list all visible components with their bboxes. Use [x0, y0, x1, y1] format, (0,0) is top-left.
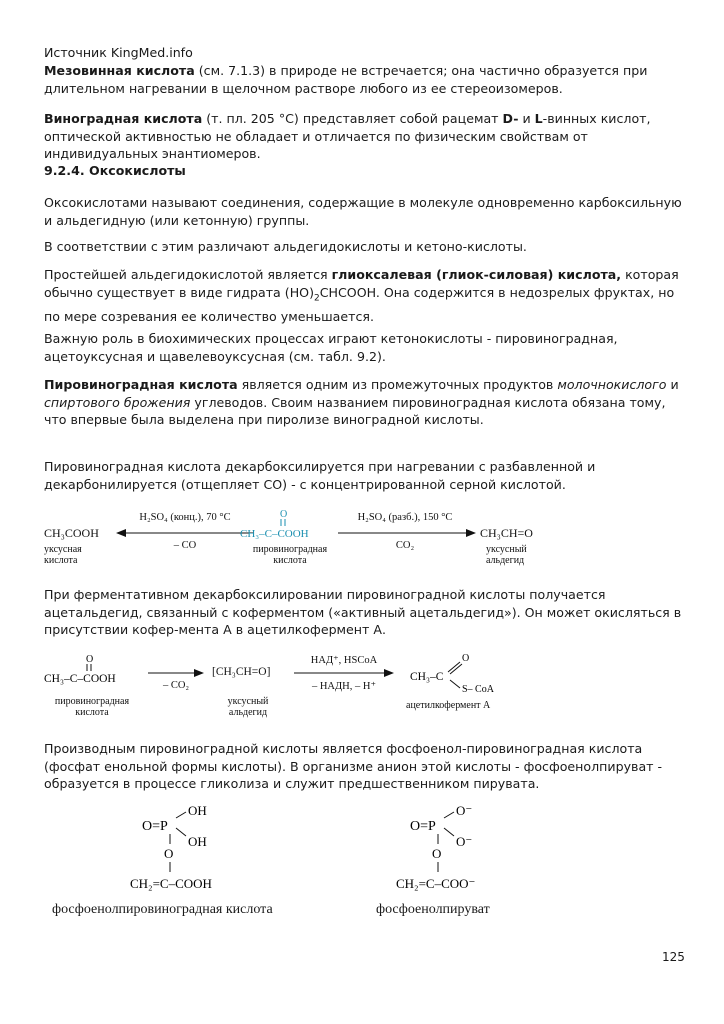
paragraph-decarboxylation: Пировиноградная кислота декарбоксилируется при нагревании с разбавленной и декарбонилируется (отщепляет CO) - с концентрированной серной кислотой.	[44, 459, 596, 492]
svg-text:OH: OH	[188, 834, 207, 849]
arrow-right-top-label: H₂SO₄ (разб.), 150 °C	[357, 512, 453, 523]
paragraph-racemic: Виноградная кислота (т. пл. 205 °С) представляет собой рацемат D- и L-винных кислот, оптической активностью не обладает и отличается по физическим свойствам от индивидуальных энантиомеров.	[44, 111, 651, 161]
svg-text:CH₂=C–COOH: CH₂=C–COOH	[130, 876, 212, 891]
arrow-right-bottom-label: CO₂	[395, 540, 415, 551]
paragraph-pep: Производным пировиноградной кислоты является фосфоенол-пировиноградная кислота (фосфат енольной формы кислоты). В организме анион этой кислоты - фосфоенолпируват - образуется в процессе гликолиза и служит предшественником пирувата.	[44, 741, 663, 791]
reaction-scheme-enzymatic	[40, 650, 640, 726]
paragraph-glyoxylic: Простейшей альдегидокислотой является глиоксалевая (глиок-силовая) кислота, которая обычно существует в виде гидрата $(HO)_2CHCOOH$. Она содержится в недозрелых фруктах, но по мере созревания ее количество уменьшается.	[44, 267, 679, 324]
svg-text:CH₃–C: CH₃–C	[410, 671, 444, 683]
arrow-left-top-label: H₂SO₄ (конц.), 70 °C	[139, 512, 231, 523]
svg-text:CH₂=C–COO⁻: CH₂=C–COO⁻	[396, 876, 476, 891]
acetyl-coa-caption: ацетилкофермент А	[406, 700, 491, 711]
paragraph-enzymatic: При ферментативном декарбоксилировании пировиноградной кислоты получается ацетальдегид, связанный с коферментом («активный ацетальдегид»). Он может окисляться в присутствии кофер-мента А в ацетилкофермент А.	[44, 587, 682, 637]
reaction-scheme-decarboxylation	[40, 506, 600, 572]
svg-text:O: O	[86, 654, 94, 665]
pep-anion-structure	[370, 800, 550, 900]
acetaldehyde-caption: уксусный альдегид	[486, 544, 527, 566]
arrow2-top-label: НАД⁺, HSCoA	[310, 655, 378, 666]
paragraph-definition: Оксокислотами называют соединения, содержащие в молекуле одновременно карбоксильную и альдегидную (или кетонную) группы.	[44, 195, 682, 228]
arrow2-bottom-label: – НАДН, – H⁺	[311, 681, 377, 692]
svg-text:OH: OH	[188, 803, 207, 818]
page-number: 125	[662, 950, 685, 964]
acetaldehyde-caption-2: уксусный альдегид	[227, 696, 269, 718]
arrow1-bottom-label: – CO₂	[162, 680, 190, 691]
paragraph-pyruvic: Пировиноградная кислота является одним из промежуточных продуктов молочнокислого и спиртового брожения углеводов. Своим названием пировиноградная кислота обязана тому, что впервые была выделена при пиролизе виноградной кислоты.	[44, 377, 679, 427]
svg-text:O⁻: O⁻	[456, 834, 473, 849]
acetic-acid-formula: CH₃COOH	[44, 526, 99, 540]
reaction-arrow-right	[336, 528, 476, 538]
reaction-arrow-2	[294, 668, 394, 678]
pep-anion-caption: фосфоенолпируват	[376, 902, 490, 917]
acetyl-coa-formula	[406, 650, 526, 694]
pyruvic-acid-caption: пировиноградная кислота	[252, 544, 328, 566]
source-label: Источник KingMed.info	[44, 45, 193, 60]
paragraph-ketoacids: Важную роль в биохимических процессах играют кетонокислоты - пировиноградная, ацетоуксусная и щавелевоуксусная (см. табл. 9.2).	[44, 331, 618, 364]
reaction-arrow-left	[116, 528, 256, 538]
acetaldehyde-bracket-formula: [CH₃CH=O]	[212, 666, 271, 678]
pep-acid-structure	[50, 800, 350, 900]
pep-acid-caption: фосфоенолпировиноградная кислота	[52, 902, 273, 917]
pyruvic-acid-formula	[238, 506, 348, 542]
svg-text:O⁻: O⁻	[456, 803, 473, 818]
svg-text:S– CoA: S– CoA	[462, 684, 494, 694]
arrow-left-bottom-label: – CO	[173, 540, 197, 551]
acetic-acid-caption: уксусная кислота	[44, 544, 82, 566]
pyruvic-acid-formula-2	[40, 650, 150, 690]
svg-text:O=P: O=P	[410, 819, 436, 834]
svg-text:O=P: O=P	[142, 819, 168, 834]
acetaldehyde-formula: CH₃CH=O	[480, 526, 533, 540]
svg-text:CH₃–C–COOH: CH₃–C–COOH	[240, 528, 309, 540]
paragraph-mesotartaric: Мезовинная кислота (см. 7.1.3) в природе не встречается; она частично образуется при длительном нагревании в щелочном растворе любого из ее стереоизомеров.	[44, 63, 648, 96]
svg-text:O: O	[462, 653, 470, 664]
svg-text:CH₃–C–COOH: CH₃–C–COOH	[44, 673, 116, 685]
section-title: 9.2.4. Оксокислоты	[44, 163, 186, 178]
reaction-arrow-1	[148, 668, 204, 678]
svg-text:O: O	[432, 846, 442, 861]
svg-text:O: O	[164, 846, 174, 861]
paragraph-classification: В соответствии с этим различают альдегидокислоты и кетоно-кислоты.	[44, 239, 527, 254]
pyruvic-acid-caption-2: пировиноградная кислота	[54, 696, 130, 718]
svg-text:O: O	[280, 509, 288, 520]
